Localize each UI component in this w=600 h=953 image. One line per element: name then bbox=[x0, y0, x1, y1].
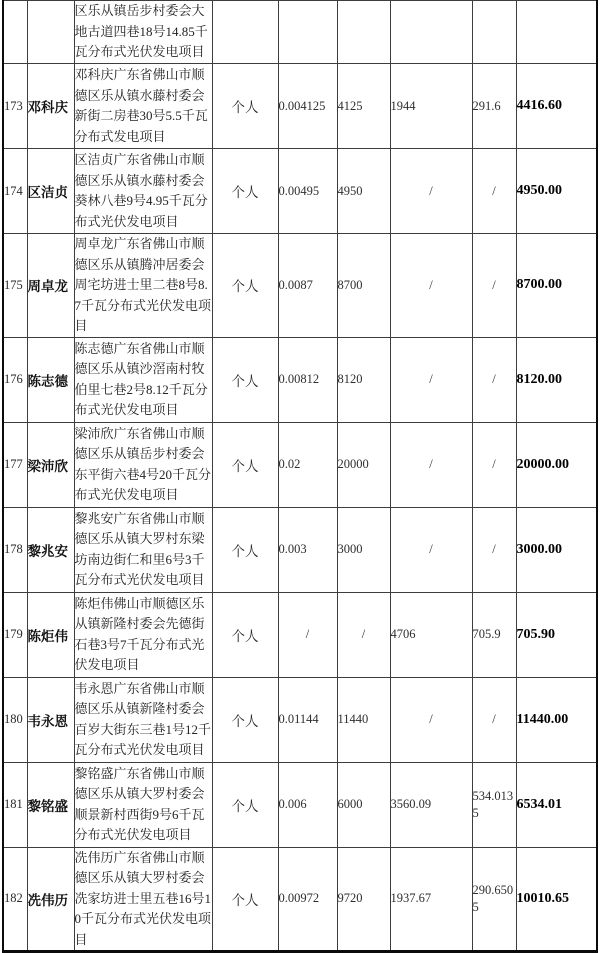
cell-name: 陈炬伟 bbox=[27, 592, 74, 677]
cell-project: 邓科庆广东省佛山市顺德区乐从镇水藤村委会新街二房巷30号5.5千瓦分布式发电项目 bbox=[74, 64, 212, 149]
cell-v3: 3560.09 bbox=[390, 762, 472, 847]
cell-v2: / bbox=[337, 592, 390, 677]
cell-name: 冼伟历 bbox=[27, 847, 74, 952]
table-row bbox=[3, 1, 597, 64]
cell-v2 bbox=[337, 1, 390, 64]
cell-v3: / bbox=[390, 422, 472, 507]
cell-total: 3000.00 bbox=[516, 507, 597, 592]
table-row bbox=[3, 234, 597, 338]
cell-project: 黎兆安广东省佛山市顺德区乐从镇大罗村东梁坊南边街仁和里6号3千瓦分布式光伏发电项目 bbox=[74, 507, 212, 592]
cell-type: 个人 bbox=[212, 422, 278, 507]
cell-v2: 3000 bbox=[337, 507, 390, 592]
cell-project: 陈志德广东省佛山市顺德区乐从镇沙滘南村牧伯里七巷2号8.12千瓦分布式光伏发电项目 bbox=[74, 337, 212, 422]
cell-v1: 0.01144 bbox=[278, 677, 337, 762]
cell-type: 个人 bbox=[212, 234, 278, 338]
cell-total bbox=[516, 1, 597, 64]
cell-project: 韦永恩广东省佛山市顺德区乐从镇新隆村委会百岁大街东三巷1号12千瓦分布式光伏发电项目 bbox=[74, 677, 212, 762]
cell-total: 705.90 bbox=[516, 592, 597, 677]
table-row bbox=[3, 677, 597, 762]
cell-v2: 9720 bbox=[337, 847, 390, 952]
cell-project: 冼伟历广东省佛山市顺德区乐从镇大罗村委会冼家坊进士里五巷16号10千瓦分布式光伏发电项目 bbox=[74, 847, 212, 952]
cell-v1: 0.006 bbox=[278, 762, 337, 847]
cell-v4: 291.6 bbox=[472, 64, 516, 149]
cell-v3: 1944 bbox=[390, 64, 472, 149]
cell-project: 周卓龙广东省佛山市顺德区乐从镇腾冲居委会周宅坊进士里二巷8号8.7千瓦分布式光伏发电项目 bbox=[74, 234, 212, 338]
cell-v4: / bbox=[472, 677, 516, 762]
cell-no: 180 bbox=[3, 677, 27, 762]
cell-v1: 0.00812 bbox=[278, 337, 337, 422]
table-row bbox=[3, 337, 597, 422]
cell-name: 陈志德 bbox=[27, 337, 74, 422]
cell-v2: 20000 bbox=[337, 422, 390, 507]
cell-name: 邓科庆 bbox=[27, 64, 74, 149]
cell-no: 176 bbox=[3, 337, 27, 422]
cell-v1: 0.004125 bbox=[278, 64, 337, 149]
cell-no: 182 bbox=[3, 847, 27, 952]
cell-v3: / bbox=[390, 149, 472, 234]
cell-v4 bbox=[472, 1, 516, 64]
cell-project: 梁沛欣广东省佛山市顺德区乐从镇岳步村委会东平街六巷4号20千瓦分布式光伏发电项目 bbox=[74, 422, 212, 507]
cell-name: 梁沛欣 bbox=[27, 422, 74, 507]
cell-v1 bbox=[278, 1, 337, 64]
cell-total: 8700.00 bbox=[516, 234, 597, 338]
cell-type: 个人 bbox=[212, 762, 278, 847]
cell-v3: / bbox=[390, 677, 472, 762]
cell-no: 181 bbox=[3, 762, 27, 847]
cell-name: 黎兆安 bbox=[27, 507, 74, 592]
pv-table-body bbox=[3, 1, 597, 952]
cell-type: 个人 bbox=[212, 149, 278, 234]
cell-v1: 0.02 bbox=[278, 422, 337, 507]
table-row bbox=[3, 64, 597, 149]
cell-v4: 705.9 bbox=[472, 592, 516, 677]
cell-v4: / bbox=[472, 234, 516, 338]
cell-no bbox=[3, 1, 27, 64]
cell-total: 20000.00 bbox=[516, 422, 597, 507]
cell-v3 bbox=[390, 1, 472, 64]
cell-name: 周卓龙 bbox=[27, 234, 74, 338]
cell-v2: 6000 bbox=[337, 762, 390, 847]
cell-project: 区乐从镇岳步村委会大地古道四巷18号14.85千瓦分布式光伏发电项目 bbox=[74, 1, 212, 64]
cell-v4: / bbox=[472, 149, 516, 234]
cell-total: 6534.01 bbox=[516, 762, 597, 847]
cell-v2: 8700 bbox=[337, 234, 390, 338]
cell-project: 陈炬伟佛山市顺德区乐从镇新隆村委会先德街石巷3号7千瓦分布式光伏发电项目 bbox=[74, 592, 212, 677]
cell-v3: 1937.67 bbox=[390, 847, 472, 952]
cell-v1: 0.0087 bbox=[278, 234, 337, 338]
cell-v4: 290.6505 bbox=[472, 847, 516, 952]
cell-total: 8120.00 bbox=[516, 337, 597, 422]
cell-name: 黎铭盛 bbox=[27, 762, 74, 847]
cell-v4: 534.0135 bbox=[472, 762, 516, 847]
cell-total: 11440.00 bbox=[516, 677, 597, 762]
cell-total: 4950.00 bbox=[516, 149, 597, 234]
cell-type: 个人 bbox=[212, 592, 278, 677]
cell-no: 179 bbox=[3, 592, 27, 677]
cell-no: 174 bbox=[3, 149, 27, 234]
cell-total: 10010.65 bbox=[516, 847, 597, 952]
table-row bbox=[3, 592, 597, 677]
cell-type: 个人 bbox=[212, 337, 278, 422]
table-row bbox=[3, 762, 597, 847]
cell-no: 173 bbox=[3, 64, 27, 149]
cell-v3: 4706 bbox=[390, 592, 472, 677]
table-row bbox=[3, 507, 597, 592]
cell-type: 个人 bbox=[212, 677, 278, 762]
cell-name bbox=[27, 1, 74, 64]
cell-project: 黎铭盛广东省佛山市顺德区乐从镇大罗村委会顺景新村西街9号6千瓦分布式光伏发电项目 bbox=[74, 762, 212, 847]
cell-v4: / bbox=[472, 337, 516, 422]
cell-v2: 8120 bbox=[337, 337, 390, 422]
cell-v4: / bbox=[472, 422, 516, 507]
cell-total: 4416.60 bbox=[516, 64, 597, 149]
cell-v1: 0.00972 bbox=[278, 847, 337, 952]
cell-v2: 11440 bbox=[337, 677, 390, 762]
cell-name: 韦永恩 bbox=[27, 677, 74, 762]
cell-v1: 0.00495 bbox=[278, 149, 337, 234]
cell-v4: / bbox=[472, 507, 516, 592]
cell-type: 个人 bbox=[212, 847, 278, 952]
cell-no: 177 bbox=[3, 422, 27, 507]
subsidy-table bbox=[2, 0, 598, 953]
cell-v3: / bbox=[390, 234, 472, 338]
table-row bbox=[3, 422, 597, 507]
cell-v1: 0.003 bbox=[278, 507, 337, 592]
cell-type: 个人 bbox=[212, 507, 278, 592]
cell-v2: 4950 bbox=[337, 149, 390, 234]
table-row bbox=[3, 149, 597, 234]
cell-v2: 4125 bbox=[337, 64, 390, 149]
cell-type: 个人 bbox=[212, 64, 278, 149]
cell-type bbox=[212, 1, 278, 64]
cell-v1: / bbox=[278, 592, 337, 677]
cell-v3: / bbox=[390, 507, 472, 592]
cell-no: 175 bbox=[3, 234, 27, 338]
cell-name: 区洁贞 bbox=[27, 149, 74, 234]
cell-no: 178 bbox=[3, 507, 27, 592]
cell-project: 区洁贞广东省佛山市顺德区乐从镇水藤村委会葵林八巷9号4.95千瓦分布式光伏发电项目 bbox=[74, 149, 212, 234]
cell-v3: / bbox=[390, 337, 472, 422]
table-row bbox=[3, 847, 597, 952]
